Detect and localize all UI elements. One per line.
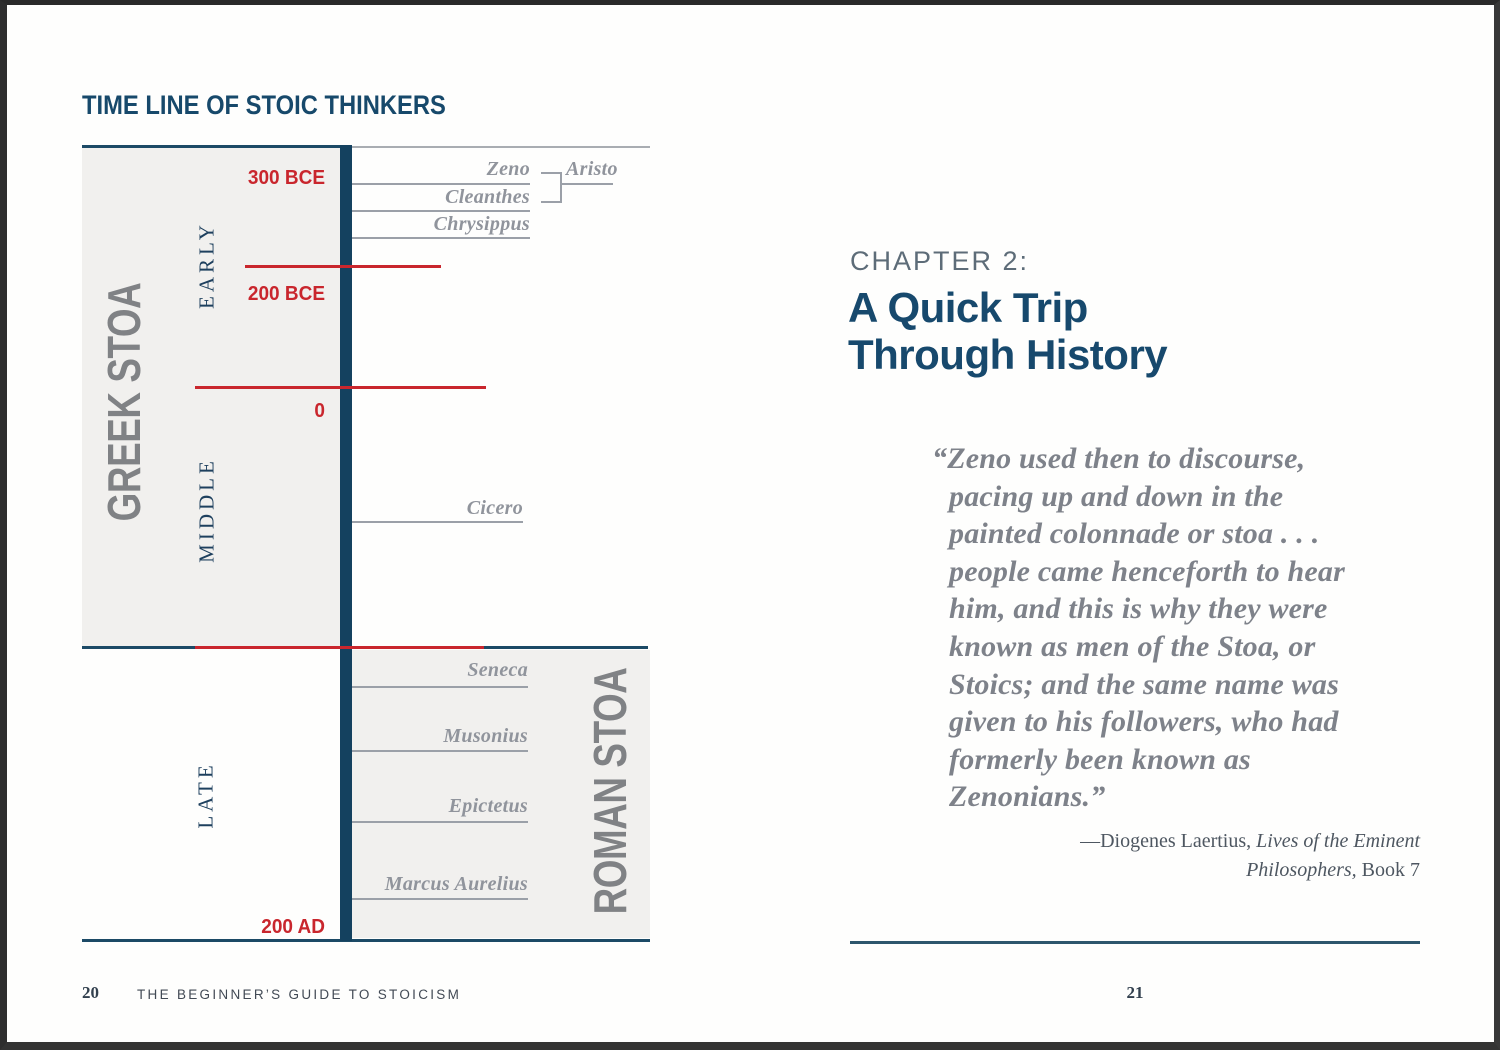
date-label-200-bce: 200 BCE <box>247 283 325 305</box>
thinker-marcus-aurelius: Marcus Aurelius <box>384 873 528 895</box>
thinker-rule-seneca <box>352 686 528 688</box>
thinker-rule-epictetus <box>352 821 528 823</box>
thinker-rule-musonius <box>352 750 528 752</box>
epigraph-quote <box>932 440 1452 816</box>
thinker-rule-marcus-aurelius <box>352 898 528 900</box>
quote-attribution <box>850 827 1420 885</box>
quote-line: formerly been known as <box>949 742 1251 776</box>
thinker-chrysippus: Chrysippus <box>433 213 530 235</box>
era-label-greek-stoa: GREEK STOA <box>98 282 150 522</box>
attribution-work-title: Lives of the Eminent <box>1256 830 1420 852</box>
period-label-late: LATE <box>193 761 218 829</box>
quote-line: given to his followers, who had <box>949 705 1339 739</box>
timeline-top-border <box>82 145 345 148</box>
thinker-epictetus: Epictetus <box>448 795 528 817</box>
zeno-aristo-connector-vertical <box>560 172 562 203</box>
date-label-200-ad: 200 AD <box>261 916 325 938</box>
timeline-top-border-extension <box>352 146 650 148</box>
date-label-300-bce: 300 BCE <box>247 167 325 189</box>
page-number-right: 21 <box>1126 983 1144 1002</box>
attribution-line-1 <box>850 827 1420 856</box>
right-page-footer-rule <box>850 941 1420 944</box>
red-century-marker-3 <box>195 646 484 649</box>
thinker-zeno: Zeno <box>486 158 530 180</box>
quote-line: Zenonians.” <box>949 780 1106 814</box>
thinker-cleanthes: Cleanthes <box>445 186 530 208</box>
chapter-title-line-2: Through History <box>848 331 1168 378</box>
chapter-title <box>848 284 1167 378</box>
zeno-aristo-connector-bottom <box>541 201 562 203</box>
quote-line: pacing up and down in the <box>949 479 1284 513</box>
timeline-title: TIME LINE OF STOIC THINKERS <box>82 90 446 120</box>
period-label-middle: MIDDLE <box>194 457 219 563</box>
book-title-footer: THE BEGINNER’S GUIDE TO STOICISM <box>137 987 462 1002</box>
quote-line: known as men of the Stoa, or <box>949 629 1316 663</box>
quote-line: people came henceforth to hear <box>949 554 1345 588</box>
attribution-line-2 <box>850 856 1420 885</box>
quote-line: “Zeno used then to discourse, <box>932 442 1306 475</box>
period-label-early: EARLY <box>194 221 219 309</box>
attribution-book-number: Book 7 <box>1356 859 1420 881</box>
chapter-title-line-1: A Quick Trip <box>848 284 1088 331</box>
date-label-0: 0 <box>314 400 325 422</box>
thinker-musonius: Musonius <box>443 725 528 747</box>
attribution-author: —Diogenes Laertius, <box>1080 830 1257 852</box>
page-number-left: 20 <box>82 983 99 1002</box>
quote-line: painted colonnade or stoa . . . <box>949 517 1320 551</box>
thinker-rule-zeno <box>352 183 530 185</box>
thinker-rule-aristo <box>561 183 613 185</box>
thinker-rule-chrysippus <box>352 237 530 239</box>
zeno-aristo-connector-top <box>541 172 561 174</box>
timeline-bottom-border <box>82 939 650 942</box>
thinker-rule-cleanthes <box>352 210 530 212</box>
thinker-rule-cicero <box>352 521 523 523</box>
thinker-aristo: Aristo <box>566 158 618 180</box>
thinker-cicero: Cicero <box>466 497 523 519</box>
red-century-marker-2 <box>195 386 486 389</box>
quote-line: Stoics; and the same name was <box>949 667 1339 701</box>
quote-line: him, and this is why they were <box>949 592 1328 626</box>
era-label-roman-stoa: ROMAN STOA <box>584 667 636 915</box>
attribution-work-title-continued: Philosophers, <box>1246 859 1357 881</box>
thinker-seneca: Seneca <box>467 659 528 681</box>
chapter-kicker: CHAPTER 2: <box>850 246 1030 276</box>
red-century-marker-1 <box>245 265 441 268</box>
